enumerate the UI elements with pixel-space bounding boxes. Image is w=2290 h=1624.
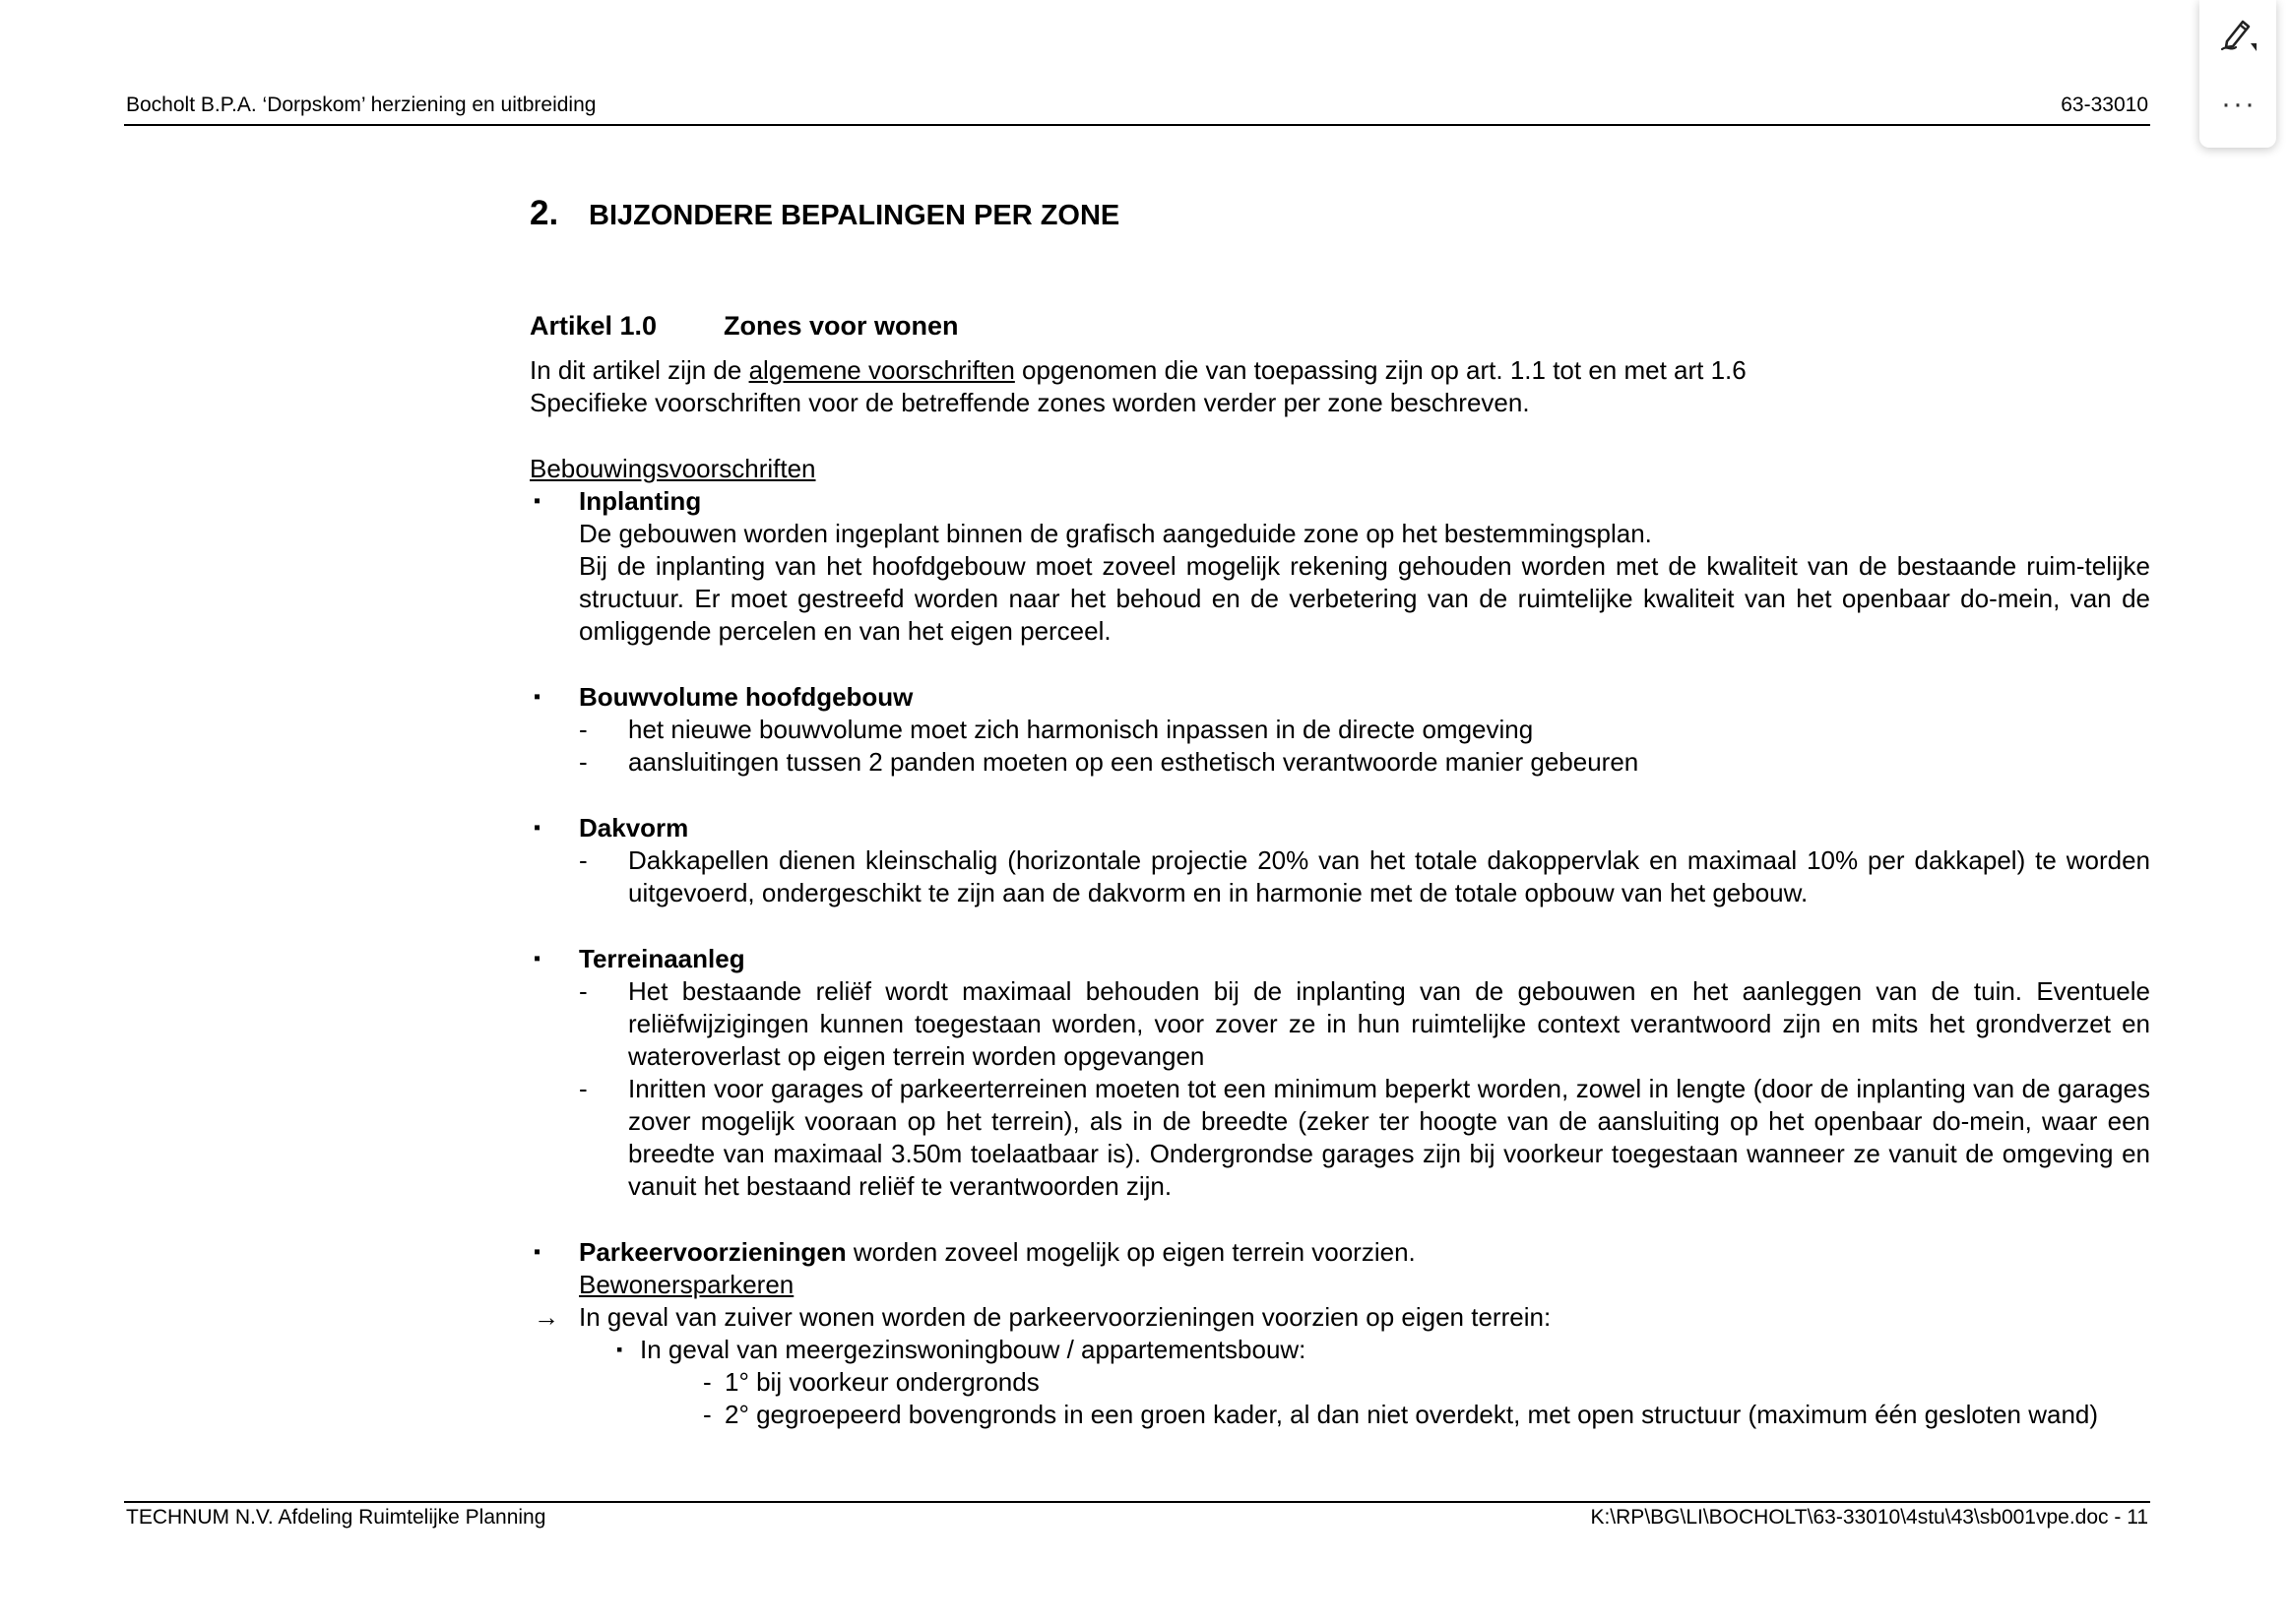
bullet-inplanting (530, 485, 2150, 648)
list-item-text: Dakkapellen dienen kleinschalig (horizontale projectie 20% van het totale dakoppervlak en maximaal 10% per dakkapel) te worden uitgevoerd, ondergeschikt te zijn aan de dakvorm en in harmonie met de totale opbouw van het gebouw. (628, 845, 2150, 907)
article-title: Zones voor wonen (724, 311, 959, 341)
running-header-title: Bocholt B.P.A. ‘Dorpskom’ herziening en uitbreiding (126, 94, 597, 116)
list-item-text: het nieuwe bouwvolume moet zich harmonisch inpassen in de directe omgeving (628, 715, 1534, 744)
floating-toolbar (2199, 0, 2276, 148)
dakvorm-list (579, 844, 2150, 909)
arrow-item-text: In geval van zuiver wonen worden de parkeervoorzieningen voorzien op eigen terrein: (579, 1302, 1552, 1332)
square-bullet-icon: ▪ (534, 948, 541, 969)
inplanting-line-2: Bij de inplanting van het hoofdgebouw moet zoveel mogelijk rekening gehouden worden met de kwaliteit van de bestaande ruim-telijke structuur. Er moet gestreefd worden naar het behoud en de verbetering van de ruimtelijke kwaliteit van het openbaar do-mein, van de omliggende percelen en van het eigen perceel. (579, 551, 2150, 646)
list-item-text: Inritten voor garages of parkeerterreinen moeten tot een minimum beperkt worden, zowel in lengte (door de inplanting van de garages zover mogelijk vooraan op het terrein), als in de breedte (zeker ter hoogte van de aansluiting op het openbaar do-mein, waar een breedte van maximaal 3.50m toelaatbaar is). Ondergrondse garages zijn bij voorkeur toegestaan wanneer ze vanuit de omgeving en vanuit het bestaand reliëf te verantwoorden zijn. (628, 1074, 2150, 1201)
article-intro (530, 354, 2150, 419)
sub-sub-item-text: 1° bij voorkeur ondergronds (725, 1367, 1040, 1397)
bouwvolume-title: Bouwvolume hoofdgebouw (579, 682, 914, 712)
bullet-terreinaanleg (530, 943, 2150, 1203)
footer-company: TECHNUM N.V. Afdeling Ruimtelijke Planning (126, 1506, 546, 1529)
section-heading (530, 194, 2150, 254)
sub-bullet-text: In geval van meergezinswoningbouw / appartementsbouw: (640, 1335, 1306, 1364)
section-number: 2. (530, 194, 559, 232)
sub-sub-item-2 (530, 1399, 2150, 1431)
sub-bullet-item (530, 1334, 2150, 1366)
dash-marker: - (579, 747, 588, 777)
dash-marker: - (703, 1367, 712, 1397)
dash-marker: - (703, 1400, 712, 1429)
more-options-icon[interactable]: ··· (2221, 88, 2257, 120)
running-header-code: 63-33010 (2061, 94, 2148, 116)
list-item-text: Het bestaande reliëf wordt maximaal behouden bij de inplanting van de gebouwen en het aanleggen van de tuin. Eventuele reliëfwijzigingen kunnen toegestaan worden, voor zover ze in hun ruimtelijke context verantwoord zijn en mits het grondverzet en wateroverlast op eigen terrein worden opgevangen (628, 976, 2150, 1071)
pen-sign-icon[interactable] (2219, 14, 2258, 53)
list-item (579, 975, 2150, 1073)
sub-sub-item-text: 2° gegroepeerd bovengronds in een groen kader, al dan niet overdekt, met open structuur (maximum één gesloten wand) (725, 1400, 2099, 1429)
bullet-parkeervoorzieningen (530, 1236, 2150, 1301)
list-item-text: aansluitingen tussen 2 panden moeten op een esthetisch verantwoorde manier gebeuren (628, 747, 1639, 777)
square-bullet-icon: ▪ (534, 490, 541, 512)
page-body (530, 194, 2150, 1431)
sub-sub-item-1 (530, 1366, 2150, 1399)
inplanting-line-1: De gebouwen worden ingeplant binnen de grafisch aangeduide zone op het bestemmingsplan. (579, 519, 1652, 548)
parkeer-title: Parkeervoorzieningen (579, 1237, 847, 1267)
inplanting-title: Inplanting (579, 486, 702, 516)
terreinaanleg-list (579, 975, 2150, 1203)
intro-line-1 (530, 354, 2150, 387)
article-heading (530, 310, 2150, 344)
algemene-voorschriften-underlined: algemene voorschriften (748, 355, 1015, 385)
pen-sign-svg (2219, 14, 2258, 53)
intro-line-2: Specifieke voorschriften voor de betreffende zones worden verder per zone beschreven. (530, 388, 1530, 417)
dash-marker: - (579, 1074, 588, 1103)
dash-marker: - (579, 715, 588, 744)
square-bullet-icon: ▪ (534, 1241, 541, 1263)
section-title: BIJZONDERE BEPALINGEN PER ZONE (589, 200, 1120, 231)
list-item (579, 1073, 2150, 1203)
intro-text-pre: In dit artikel zijn de (530, 355, 749, 385)
terreinaanleg-title: Terreinaanleg (579, 944, 745, 973)
dash-marker: - (579, 845, 588, 875)
dash-marker: - (579, 976, 588, 1006)
list-item (579, 746, 2150, 779)
square-bullet-icon: ▪ (616, 1340, 623, 1359)
bewonersparkeren-heading: Bewonersparkeren (579, 1270, 795, 1299)
article-number: Artikel 1.0 (530, 311, 658, 341)
arrow-right-icon: → (534, 1302, 559, 1332)
square-bullet-icon: ▪ (534, 817, 541, 839)
header-rule (124, 124, 2150, 126)
bouwvolume-list (530, 714, 2150, 779)
intro-text-post: opgenomen die van toepassing zijn op art. 1.1 tot en met art 1.6 (1014, 355, 1747, 385)
dakvorm-title: Dakvorm (579, 813, 689, 843)
list-item (579, 714, 2150, 746)
bullet-dakvorm (530, 812, 2150, 909)
parkeer-line (579, 1236, 2150, 1269)
parkeer-rest: worden zoveel mogelijk op eigen terrein voorzien. (846, 1237, 1416, 1267)
footer-rule (124, 1501, 2150, 1503)
bebouwing-heading: Bebouwingsvoorschriften (530, 454, 816, 483)
bullet-bouwvolume (530, 681, 2150, 779)
footer-file-path: K:\RP\BG\LI\BOCHOLT\63-33010\4stu\43\sb001vpe.doc - 11 (1590, 1506, 2148, 1529)
square-bullet-icon: ▪ (534, 686, 541, 708)
arrow-item (530, 1301, 2150, 1334)
list-item (579, 844, 2150, 909)
